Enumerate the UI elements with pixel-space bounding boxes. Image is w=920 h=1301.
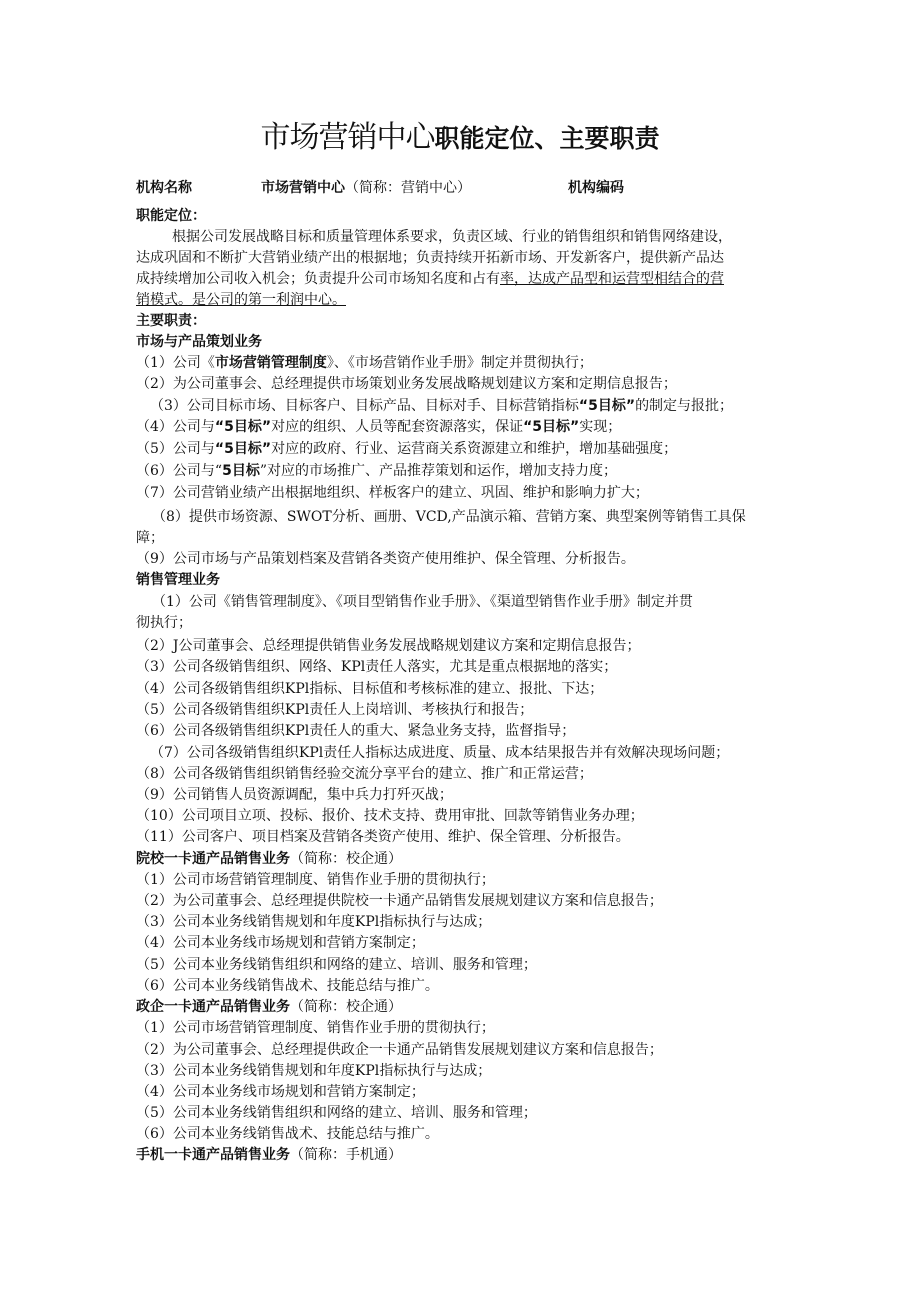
list-item: （6）公司各级销售组织KPl责任人的重大、紧急业务支持，监督指导；: [136, 723, 576, 739]
text-run: 对应的组织、人员等配套资源落实，保证: [271, 419, 524, 435]
text-run: （简称：手机通）: [290, 1147, 402, 1163]
list-item: （8）公司各级销售组织销售经验交流分享平台的建立、推广和正常运营；: [136, 766, 593, 782]
text-run: （简称：校企通）: [290, 851, 402, 867]
section-title: 市场与产品策划业务: [136, 334, 262, 350]
text-run: （1）公司《: [136, 355, 215, 371]
list-item: （7）公司各级销售组织KPl责任人指标达成进度、质量、成本结果报告并有效解决现场问题；: [150, 745, 730, 761]
text-run: 实现；: [579, 419, 622, 435]
positioning-label: 职能定位：: [136, 208, 206, 224]
text-run: 手机一卡通产品销售业务: [136, 1147, 290, 1163]
text-run: 院校一卡通产品销售业务: [136, 851, 290, 867]
list-item: （10）公司项目立项、投标、报价、技术支持、费用审批、回款等销售业务办理；: [136, 808, 644, 824]
text-run: 市场营销管理制度: [214, 355, 327, 371]
list-item: （3）公司本业务线销售规划和年度KPl指标执行与达成；: [136, 1063, 492, 1079]
list-item: （1）公司《销售管理制度》、《项目型销售作业手册》、《渠道型销售作业手册》制定并贯: [152, 594, 693, 610]
org-name-label: 机构名称: [136, 180, 192, 196]
text-run: （3）公司目标市场、目标客户、目标产品、目标对手、目标营销指标: [150, 398, 579, 414]
list-item: （11）公司客户、项目档案及营销各类资产使用、维护、保全管理、分析报告。: [136, 829, 630, 845]
section-title: [136, 1145, 796, 1165]
text-run: （5）公司与: [136, 441, 215, 457]
list-item: （6）公司本业务线销售战术、技能总结与推广。: [136, 978, 439, 994]
page-title: [0, 118, 920, 159]
org-code-label: 机构编码: [568, 180, 624, 196]
text-run: 》、《市场营销作业手册》制定并贯彻执行；: [326, 355, 593, 371]
text-run: “5目标”: [523, 419, 580, 435]
section-title: [136, 997, 796, 1017]
positioning-line-3: [136, 269, 796, 289]
title-part2: 职能定位、主要职责: [434, 124, 660, 153]
duties-label: 主要职责：: [136, 313, 206, 329]
list-item: [136, 417, 796, 437]
list-item: （2）为公司董事会、总经理提供院校一卡通产品销售发展规划建议方案和信息报告；: [136, 893, 663, 909]
list-item: （2）为公司董事会、总经理提供政企一卡通产品销售发展规划建议方案和信息报告；: [136, 1042, 663, 1058]
positioning-line-3-text: 成持续增加公司收入机会；负责提升公司市场知名度和占有: [136, 271, 500, 287]
text-run: （简称：校企通）: [290, 999, 402, 1015]
list-item: （5）公司本业务线销售组织和网络的建立、培训、服务和管理；: [136, 957, 537, 973]
positioning-line-3-underlined: 率，达成产品型和运营型相结合的营: [500, 271, 724, 287]
list-item: （9）公司市场与产品策划档案及营销各类资产使用维护、保全管理、分析报告。: [136, 551, 635, 567]
text-run: 对应的政府、行业、运营商关系资源建立和维护，增加基础强度；: [271, 441, 678, 457]
text-run: ”对应的市场推广、产品推荐策划和运作，增加支持力度；: [259, 463, 617, 479]
positioning-line-1: 根据公司发展战略目标和质量管理体系要求，负责区域、行业的销售组织和销售网络建设，: [172, 229, 732, 245]
list-item: （2）J公司董事会、总经理提供销售业务发展战略规划建议方案和定期信息报告；: [136, 638, 641, 654]
org-name-value: 市场营销中心: [261, 180, 345, 196]
list-item: （5）公司各级销售组织KPl责任人上岗培训、考核执行和报告；: [136, 702, 534, 718]
list-item: （7）公司营销业绩产出根据地组织、样板客户的建立、巩固、维护和影响力扩大；: [136, 485, 649, 501]
list-item: （4）公司本业务线市场规划和营销方案制定；: [136, 935, 425, 951]
text-run: “5目标”: [214, 441, 272, 457]
text-run: （6）公司与“: [136, 463, 223, 479]
list-item: [136, 439, 796, 459]
text-run: 的制定与报批；: [635, 398, 734, 414]
list-item: （4）公司各级销售组织KPl指标、目标值和考核标准的建立、报批、下达；: [136, 681, 604, 697]
text-run: “5目标”: [214, 419, 272, 435]
positioning-line-4: 销模式。是公司的第一利润中心。: [136, 292, 346, 308]
list-item: 彻执行；: [136, 615, 192, 631]
list-item: [136, 461, 796, 481]
list-item: （4）公司本业务线市场规划和营销方案制定；: [136, 1084, 425, 1100]
section-title: 销售管理业务: [136, 572, 220, 588]
text-run: “5目标”: [578, 398, 636, 414]
list-item: （1）公司市场营销管理制度、销售作业手册的贯彻执行；: [136, 1020, 495, 1036]
list-item: （5）公司本业务线销售组织和网络的建立、培训、服务和管理；: [136, 1105, 537, 1121]
text-run: 5目标: [222, 463, 260, 479]
org-name: [261, 178, 471, 198]
list-item: （6）公司本业务线销售战术、技能总结与推广。: [136, 1126, 439, 1142]
list-item: [136, 353, 796, 373]
list-item: （3）公司各级销售组织、网络、KPl责任人落实，尤其是重点根据地的落实；: [136, 659, 618, 675]
list-item: （8）提供市场资源、SWOT分析、画册、VCD,产品演示箱、营销方案、典型案例等销售工具保: [152, 509, 746, 525]
list-item: 障；: [136, 530, 164, 546]
text-run: （4）公司与: [136, 419, 215, 435]
title-part1: 市场营销中心: [260, 120, 435, 155]
list-item: [150, 396, 810, 416]
list-item: （2）为公司董事会、总经理提供市场策划业务发展战略规划建议方案和定期信息报告；: [136, 376, 677, 392]
list-item: （1）公司市场营销管理制度、销售作业手册的贯彻执行；: [136, 872, 495, 888]
section-title: [136, 849, 796, 869]
org-name-short: （简称：营销中心）: [345, 180, 471, 196]
text-run: 政企一卡通产品销售业务: [136, 999, 290, 1015]
positioning-line-2: 达成巩固和不断扩大营销业绩产出的根据地；负责持续开拓新市场、开发新客户，提供新产品达: [136, 250, 724, 266]
list-item: （9）公司销售人员资源调配，集中兵力打歼灭战；: [136, 787, 453, 803]
list-item: （3）公司本业务线销售规划和年度KPl指标执行与达成；: [136, 914, 492, 930]
